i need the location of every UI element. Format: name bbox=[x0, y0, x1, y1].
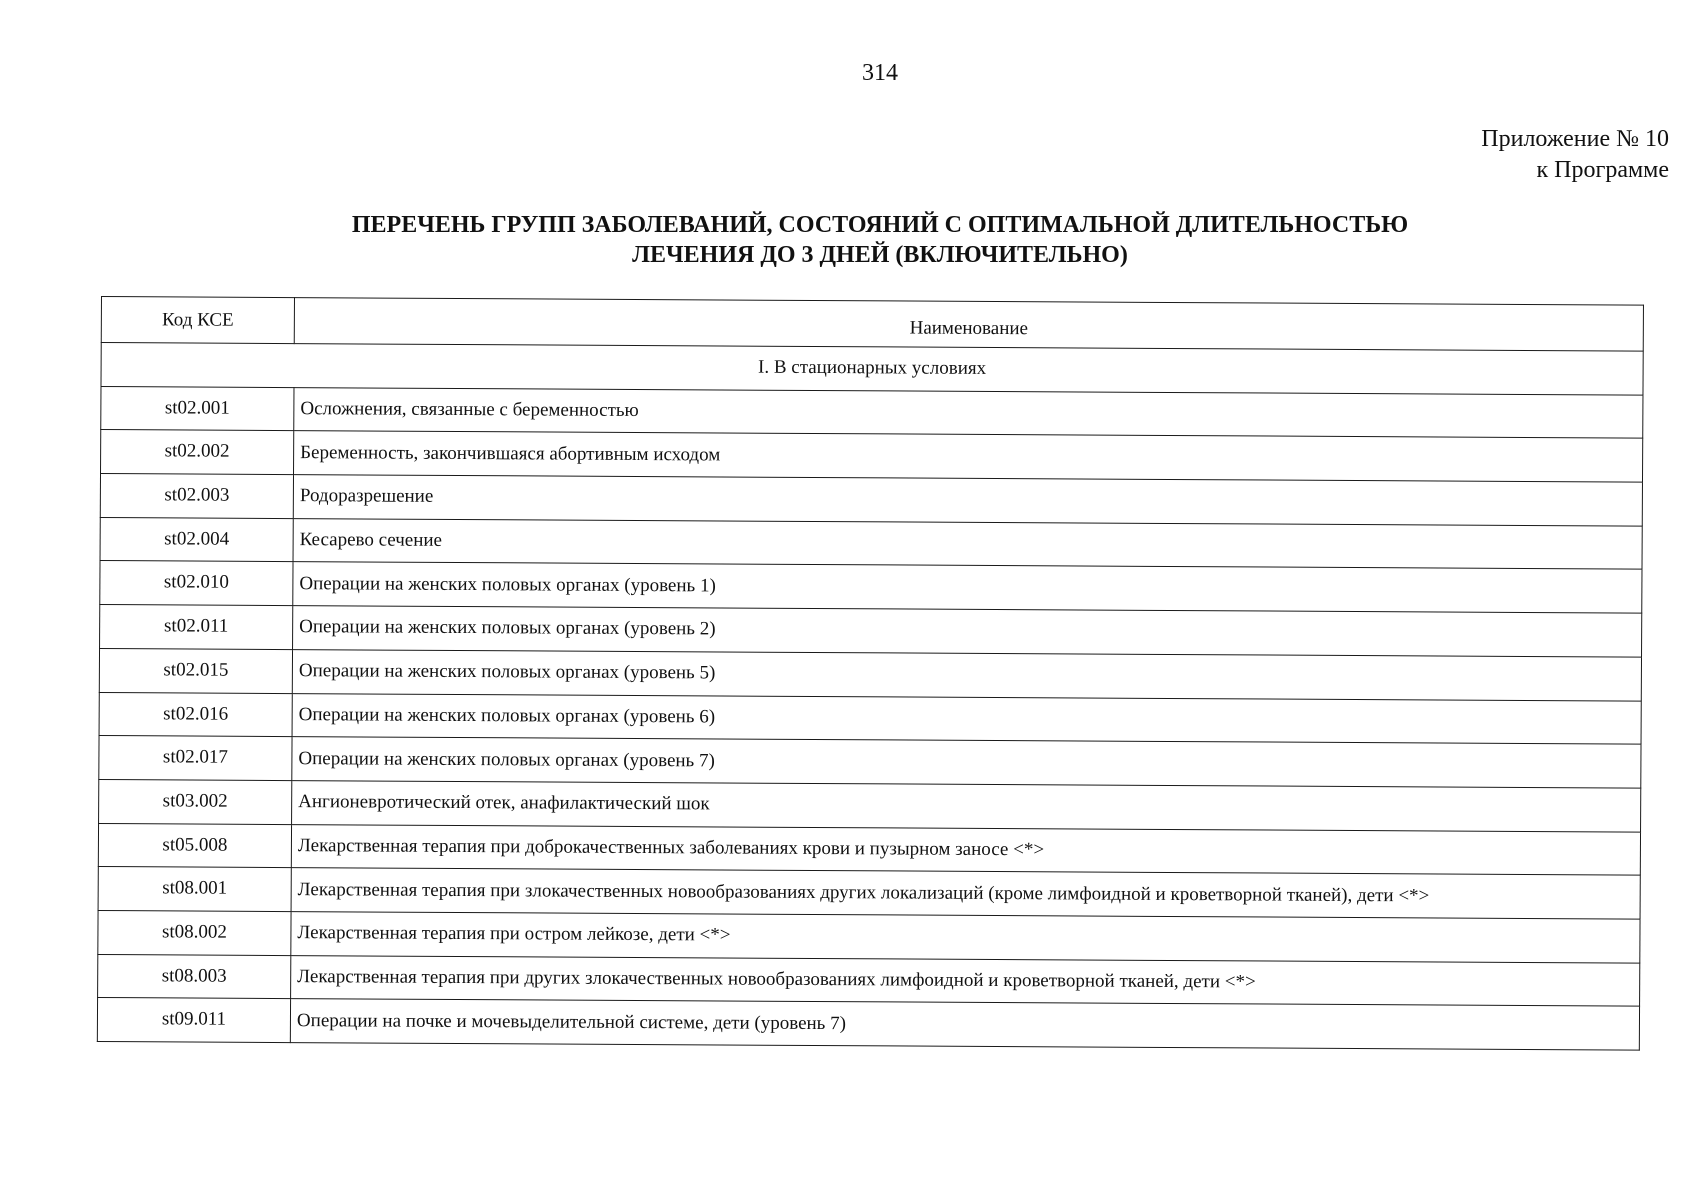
appendix-note bbox=[1481, 124, 1669, 186]
row-name: Операции на женских половых органах (уровень 6) bbox=[292, 693, 1641, 744]
document-title bbox=[0, 210, 1697, 270]
row-name: Операции на женских половых органах (уровень 1) bbox=[293, 562, 1642, 613]
row-name: Родоразрешение bbox=[293, 475, 1642, 526]
row-name: Лекарственная терапия при остром лейкозе, дети <*> bbox=[291, 912, 1640, 963]
row-name: Лекарственная терапия при злокачественных новообразованиях других локализаций (кроме лимфоидной и кроветворной тканей), дети <*> bbox=[291, 868, 1640, 919]
row-name: Беременность, закончившаяся абортивным исходом bbox=[294, 431, 1643, 482]
header-code: Код КСЕ bbox=[101, 297, 294, 344]
row-code: st03.002 bbox=[99, 779, 292, 824]
row-code: st02.015 bbox=[99, 648, 292, 693]
row-code: st05.008 bbox=[98, 823, 291, 868]
row-code: st08.001 bbox=[98, 867, 291, 912]
row-name: Операции на женских половых органах (уровень 2) bbox=[293, 606, 1642, 657]
row-name: Ангионевротический отек, анафилактический шок bbox=[292, 780, 1641, 831]
row-name: Операции на женских половых органах (уровень 5) bbox=[292, 649, 1641, 700]
row-name: Кесарево сечение bbox=[293, 518, 1642, 569]
row-code: st09.011 bbox=[97, 998, 290, 1043]
row-code: st02.002 bbox=[101, 430, 294, 475]
page-number: 314 bbox=[862, 60, 898, 86]
row-code: st02.010 bbox=[100, 561, 293, 606]
row-name: Лекарственная терапия при других злокачественных новообразованиях лимфоидной и кроветворной тканей, дети <*> bbox=[291, 955, 1640, 1006]
document-title-line-1: ПЕРЕЧЕНЬ ГРУПП ЗАБОЛЕВАНИЙ, СОСТОЯНИЙ С ОПТИМАЛЬНОЙ ДЛИТЕЛЬНОСТЬЮ bbox=[351, 212, 1409, 238]
table-body bbox=[97, 343, 1643, 1051]
table-row bbox=[97, 998, 1639, 1050]
row-code: st02.011 bbox=[100, 605, 293, 650]
document-title-line-2: ЛЕЧЕНИЯ ДО 3 ДНЕЙ (ВКЛЮЧИТЕЛЬНО) bbox=[632, 242, 1128, 268]
row-name: Лекарственная терапия при доброкачественных заболеваниях крови и пузырном заносе <*> bbox=[291, 824, 1640, 875]
row-code: st02.004 bbox=[100, 517, 293, 562]
row-code: st02.003 bbox=[100, 474, 293, 519]
row-name: Операции на женских половых органах (уровень 7) bbox=[292, 737, 1641, 788]
row-code: st02.016 bbox=[99, 692, 292, 737]
row-code: st02.017 bbox=[99, 736, 292, 781]
appendix-line-2: к Программе bbox=[1536, 157, 1669, 183]
row-code: st08.002 bbox=[98, 910, 291, 955]
section-title: I. В стационарных условиях bbox=[101, 343, 1643, 395]
row-code: st02.001 bbox=[101, 386, 294, 431]
appendix-line-1: Приложение № 10 bbox=[1481, 126, 1669, 152]
header-name: Наименование bbox=[294, 298, 1643, 352]
row-name: Осложнения, связанные с беременностью bbox=[294, 387, 1643, 438]
row-name: Операции на почке и мочевыделительной системе, дети (уровень 7) bbox=[290, 999, 1639, 1050]
row-code: st08.003 bbox=[98, 954, 291, 999]
ksg-table bbox=[97, 296, 1644, 1051]
